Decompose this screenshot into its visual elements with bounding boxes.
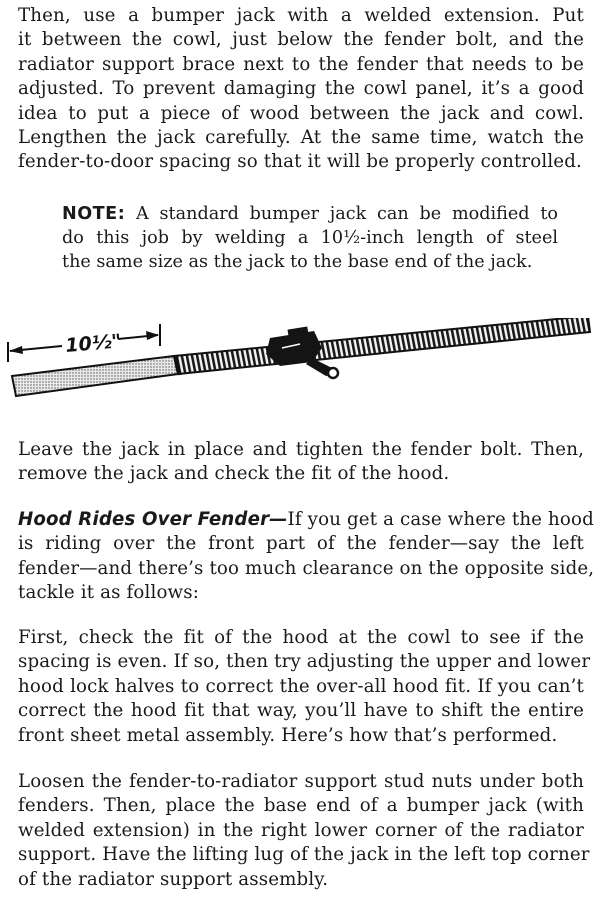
note-block (62, 203, 558, 274)
text-line: adjusted. To prevent damaging the cowl panel, it’s a good (18, 78, 584, 100)
runin-continuation: If you get a case where the hood (287, 509, 594, 530)
text-line: Leave the jack in place and tighten the fender bolt. Then, (18, 439, 584, 460)
text-line: is riding over the front part of the fender—say the left (18, 533, 584, 555)
text-line: Lengthen the jack carefully. At the same time, watch the (18, 127, 584, 149)
note-label: NOTE: (62, 204, 126, 224)
extension-segment (12, 356, 178, 396)
text-line: idea to put a piece of wood between the jack and cowl. (18, 102, 584, 124)
dimension-callout (8, 324, 160, 362)
text-line: it between the cowl, just below the fender bolt, and the (18, 29, 584, 51)
paragraph-loosen-stud-nuts (18, 770, 590, 892)
text-line (18, 508, 594, 532)
text-line: front sheet metal assembly. Here’s how that’s performed. (18, 724, 558, 746)
paragraph-jack-placement (18, 4, 584, 175)
text-line: First, check the fit of the hood at the cowl to see if the (18, 627, 584, 648)
text-line: fender—and there’s too much clearance on the opposite side, (18, 557, 595, 579)
text-line: fender-to-door spacing so that it will be properly controlled. (18, 151, 582, 173)
text-line (62, 203, 558, 227)
text-line: Loosen the fender-to-radiator support stud nuts under both (18, 771, 584, 792)
text-line: remove the jack and check the fit of the hood. (18, 463, 450, 485)
text-line: hood lock halves to correct the over-all hood fit. If you can’t (18, 675, 584, 697)
note-text: A standard bumper jack can be modified to (125, 204, 558, 224)
dimension-label: 10½" (64, 330, 123, 357)
text-line: the same size as the jack to the base end of the jack. (62, 251, 533, 272)
text-line: of the radiator support assembly. (18, 868, 329, 890)
text-line: welded extension) in the right lower corner of the radiator (18, 819, 584, 841)
text-line: correct the hood fit that way, you’ll have to shift the entire (18, 700, 584, 722)
paragraph-tighten-bolt (18, 438, 584, 487)
jack-rack (174, 318, 590, 374)
paragraph-hood-rides-over-fender (18, 508, 595, 606)
text-line: fenders. Then, place the base end of a bumper jack (with (18, 795, 584, 817)
section-runin-heading: Hood Rides Over Fender— (18, 509, 288, 530)
text-line: spacing is even. If so, then try adjusting the upper and lower (18, 651, 591, 673)
text-line: radiator support brace next to the fender that needs to be (18, 53, 584, 75)
text-line: Then, use a bumper jack with a welded extension. Put (18, 5, 584, 26)
jack-extension-figure (0, 318, 600, 414)
text-line: do this job by welding a 10½-inch length of steel (62, 227, 558, 248)
text-line: tackle it as follows: (18, 582, 200, 604)
text-line: support. Have the lifting lug of the jack in the left top corner (18, 844, 590, 866)
paragraph-check-hood-fit (18, 626, 591, 748)
